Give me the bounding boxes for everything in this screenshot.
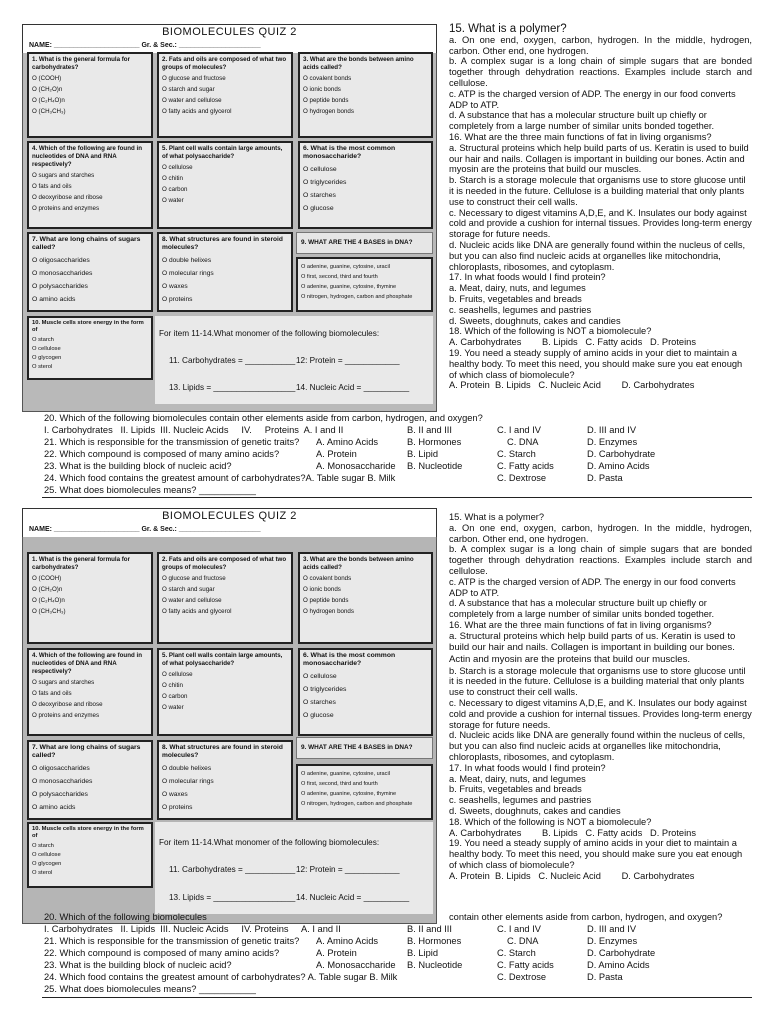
- question-23: 23. What is the building block of nucleic acid? A. Monosaccharide B. Nucleotide C. Fatty acids D. Amino Acids: [44, 461, 650, 471]
- question-9-header: [296, 737, 433, 759]
- monomer-section: [155, 316, 433, 404]
- question-text: 3. What are the bonds between amino acids called?: [303, 56, 414, 71]
- question-text: 4. Which of the following are found in nucleotides of DNA and RNA respectively?: [32, 652, 142, 675]
- answer-16d: d. Nucleic acids like DNA are generally found within the nucleus of cells, but you can also find nucleic acids at organelles like mitochondria, chloroplasts, ribosomes, and cytoplasm.: [449, 730, 746, 762]
- question-box-1: [27, 52, 153, 138]
- quiz-title: BIOMOLECULES QUIZ 2: [162, 26, 297, 38]
- option[interactable]: O glucose and fructose: [162, 75, 226, 82]
- question-text: 6. What is the most common monosaccharide?: [303, 652, 396, 667]
- answer-15a: a. On one end, oxygen, carbon, hydrogen. In the middle, hydrogen, carbon. Other end, one hydrogen.: [449, 522, 752, 544]
- question-text: 5. Plant cell walls contain large amounts, of what polysaccharide?: [162, 652, 283, 667]
- question-box-3: [298, 52, 433, 138]
- option[interactable]: O molecular rings: [162, 778, 214, 785]
- answers-18: A. Carbohydrates B. Lipids C. Fatty acids D. Proteins: [449, 827, 696, 838]
- answer-17c: c. seashells, legumes and pastries: [449, 304, 592, 315]
- question-box-8: [157, 232, 293, 312]
- option[interactable]: O starch and sugar: [162, 586, 215, 593]
- option[interactable]: O cellulose: [162, 164, 193, 171]
- question-21: 21. Which is responsible for the transmission of genetic traits? A. Amino Acids B. Hormones C. DNA D. Enzymes: [44, 936, 638, 946]
- bottom-questions: [44, 911, 754, 995]
- answer-17b: b. Fruits, vegetables and breads: [449, 784, 582, 795]
- question-18: 18. Which of the following is NOT a biomolecule?: [449, 816, 652, 827]
- question-box-3: [298, 552, 433, 644]
- option[interactable]: O carbon: [162, 186, 188, 193]
- answer-17c: c. seashells, legumes and pastries: [449, 795, 592, 806]
- option[interactable]: O fats and oils: [32, 183, 72, 190]
- protein-answer[interactable]: 12: Protein = ____________: [296, 356, 400, 365]
- quiz-title: BIOMOLECULES QUIZ 2: [162, 510, 297, 522]
- question-text: 4. Which of the following are found in nucleotides of DNA and RNA respectively?: [32, 145, 142, 168]
- option[interactable]: O starches: [303, 699, 336, 706]
- option[interactable]: O proteins and enzymes: [32, 205, 100, 212]
- question-25: 25. What does biomolecules means? ___________: [44, 984, 256, 994]
- option[interactable]: O peptide bonds: [303, 597, 349, 604]
- option[interactable]: O cellulose: [32, 346, 61, 352]
- answer-15c: c. ATP is the charged version of ADP. The energy in our food converts ADP to ATP.: [449, 88, 736, 110]
- option[interactable]: O first, second, third and fourth: [301, 781, 378, 787]
- right-column: [449, 24, 752, 391]
- option[interactable]: O first, second, third and fourth: [301, 274, 378, 280]
- option[interactable]: O waxes: [162, 283, 188, 290]
- question-17: 17. In what foods would I find protein?: [449, 762, 606, 773]
- question-19: 19. You need a steady supply of amino acids in your diet to maintain a healthy body. To meet this need, you should make sure you eat enough of which class of biomolecule?: [449, 838, 743, 870]
- question-box-7: [27, 232, 153, 312]
- question-text: 9. WHAT ARE THE 4 BASES in DNA?: [301, 744, 413, 751]
- option[interactable]: O ionic bonds: [303, 586, 341, 593]
- question-text: 1. What is the general formula for carbohydrates?: [32, 556, 130, 571]
- question-box-6: [298, 141, 433, 229]
- carbohydrates-answer[interactable]: 11. Carbohydrates = ___________: [169, 865, 296, 874]
- option[interactable]: O fatty acids and glycerol: [162, 108, 232, 115]
- question-17: 17. In what foods would I find protein?: [449, 272, 606, 283]
- question-text: 9. WHAT ARE THE 4 BASES in DNA?: [301, 239, 413, 246]
- protein-answer[interactable]: 12: Protein = ____________: [296, 865, 400, 874]
- option[interactable]: O adenine, guanine, cytosine, uracil: [301, 771, 390, 777]
- question-9-header: [296, 232, 433, 254]
- option[interactable]: O adenine, guanine, cytosine, thymine: [301, 284, 397, 290]
- monomer-section: [155, 822, 433, 914]
- question-box-4: [27, 141, 153, 229]
- option[interactable]: O (COOH): [32, 575, 62, 582]
- option[interactable]: O deoxyribose and ribose: [32, 194, 103, 201]
- answer-15d: d. A substance that has a molecular structure built up chiefly or completely from a large number of similar units bonded together.: [449, 110, 715, 132]
- answer-17d: d. Sweets, doughnuts, cakes and candies: [449, 805, 621, 816]
- question-box-2: [157, 552, 293, 644]
- carbohydrates-answer[interactable]: 11. Carbohydrates = ___________: [169, 356, 296, 365]
- question-box-10: [27, 822, 153, 888]
- option[interactable]: O water: [162, 704, 184, 711]
- option[interactable]: O water and cellulose: [162, 97, 222, 104]
- right-column: [449, 512, 752, 881]
- option[interactable]: O nitrogen, hydrogen, carbon and phosphate: [301, 294, 413, 300]
- option[interactable]: O monosaccharides: [32, 778, 93, 785]
- answer-17a: a. Meat, dairy, nuts, and legumes: [449, 773, 586, 784]
- option[interactable]: O cellulose: [303, 166, 337, 173]
- question-15: 15. What is a polymer?: [449, 512, 545, 522]
- option[interactable]: O (CH₂O)n: [32, 86, 63, 93]
- option[interactable]: O starch and sugar: [162, 86, 215, 93]
- option[interactable]: O carbon: [162, 693, 188, 700]
- question-box-2: [157, 52, 293, 138]
- option[interactable]: O (CH₃CH₃): [32, 608, 66, 615]
- option[interactable]: O chitin: [162, 682, 183, 689]
- question-19: 19. You need a steady supply of amino acids in your diet to maintain a healthy body. To meet this need, you should make sure you eat enough of which class of biomolecule?: [449, 347, 743, 380]
- question-box-9: [296, 257, 433, 312]
- name-row: NAME: ______________________ Gr. & Sec.: _____________________: [29, 526, 261, 533]
- option[interactable]: O polysaccharides: [32, 791, 88, 798]
- option[interactable]: O oligosaccharides: [32, 765, 90, 772]
- question-box-7: [27, 740, 153, 820]
- question-20: 20. Which of the following biomolecules contain other elements aside from carbon, hydrogen, and oxygen?: [44, 912, 723, 922]
- answer-15d: d. A substance that has a molecular structure built up chiefly or completely from a large number of similar units bonded together.: [449, 598, 715, 620]
- question-box-1: [27, 552, 153, 644]
- option[interactable]: O amino acids: [32, 804, 76, 811]
- option[interactable]: O triglycerides: [303, 686, 347, 693]
- question-text: 2. Fats and oils are composed of what two groups of molecules?: [162, 556, 287, 571]
- option[interactable]: O amino acids: [32, 296, 76, 303]
- quiz-header: [22, 508, 437, 537]
- answer-16a: a. Structural proteins which help build parts of us. Keratin is used to build our hair and nails. Collagen is important in building our bones. Actin and myosin are the proteins that build our muscles.: [449, 142, 749, 175]
- option[interactable]: O monosaccharides: [32, 270, 93, 277]
- divider: [42, 997, 752, 998]
- answer-16d: d. Nucleic acids like DNA are generally found within the nucleus of cells, but you can also find nucleic acids at organelles like mitochondria, chloroplasts, ribosomes, and cytoplasm.: [449, 239, 746, 272]
- option[interactable]: O chitin: [162, 175, 183, 182]
- option[interactable]: O waxes: [162, 791, 188, 798]
- question-box-6: [298, 648, 433, 736]
- answer-15b: b. A complex sugar is a long chain of simple sugars that are bonded together through dehydration reactions. Examples include starch and cellulose.: [449, 544, 752, 576]
- question-box-4: [27, 648, 153, 736]
- option[interactable]: O polysaccharides: [32, 283, 88, 290]
- question-text: 10. Muscle cells store energy in the form of: [32, 320, 144, 333]
- quiz-copy-top: [0, 0, 768, 508]
- question-18: 18. Which of the following is NOT a biomolecule?: [449, 326, 652, 337]
- option[interactable]: O cellulose: [303, 673, 337, 680]
- question-box-9: [296, 764, 433, 820]
- monomer-question: For item 11-14.What monomer of the following biomolecules:: [159, 838, 380, 847]
- option[interactable]: O adenine, guanine, cytosine, thymine: [301, 791, 397, 797]
- option[interactable]: O sterol: [32, 870, 53, 876]
- option[interactable]: O triglycerides: [303, 179, 347, 186]
- option[interactable]: O glycogen: [32, 861, 62, 867]
- option[interactable]: O cellulose: [32, 852, 61, 858]
- question-23: 23. What is the building block of nucleic acid? A. Monosaccharide B. Nucleotide C. Fatty acids D. Amino Acids: [44, 960, 650, 970]
- answer-15c: c. ATP is the charged version of ADP. The energy in our food converts ADP to ATP.: [449, 576, 736, 598]
- lipids-answer[interactable]: 13. Lipids = __________________: [169, 893, 296, 902]
- option[interactable]: O covalent bonds: [303, 575, 352, 582]
- answer-16b: b. Starch is a storage molecule that organisms use to store glucose until it is needed in the future. Cellulose is a building material that only plants use to construct their cell walls.: [449, 665, 746, 698]
- quiz-header: [22, 24, 437, 53]
- option[interactable]: O hydrogen bonds: [303, 608, 354, 615]
- nucleic-acid-answer[interactable]: 14. Nucleic Acid = __________: [296, 383, 410, 392]
- question-text: 2. Fats and oils are composed of what two groups of molecules?: [162, 56, 287, 71]
- answer-16c: c. Necessary to digest vitamins A,D,E, and K. Insulates our body against cold and provide a cushion for internal tissues. Provides long-term energy storage for future needs.: [449, 207, 752, 240]
- question-text: 8. What structures are found in steroid molecules?: [162, 744, 283, 759]
- option[interactable]: O (CH₃CH₃): [32, 108, 66, 115]
- option[interactable]: O hydrogen bonds: [303, 108, 354, 115]
- option[interactable]: O sugars and starches: [32, 172, 95, 179]
- option[interactable]: O proteins: [162, 804, 193, 811]
- question-box-10: [27, 316, 153, 380]
- option[interactable]: O double helixes: [162, 257, 212, 264]
- question-box-5: [157, 648, 293, 736]
- question-text: 7. What are long chains of sugars called?: [32, 744, 141, 759]
- question-text: 7. What are long chains of sugars called?: [32, 236, 141, 251]
- answer-16c: c. Necessary to digest vitamins A,D,E, and K. Insulates our body against cold and provide a cushion for internal tissues. Provides long-term energy storage for future needs.: [449, 697, 752, 730]
- option[interactable]: O glucose and fructose: [162, 575, 226, 582]
- question-text: 1. What is the general formula for carbohydrates?: [32, 56, 130, 71]
- question-text: 6. What is the most common monosaccharide?: [303, 145, 396, 160]
- option[interactable]: O starches: [303, 192, 336, 199]
- option[interactable]: O glucose: [303, 712, 334, 719]
- answer-15a: a. On one end, oxygen, carbon, hydrogen. In the middle, hydrogen, carbon. Other end, one hydrogen.: [449, 34, 752, 56]
- option[interactable]: O starch: [32, 843, 54, 849]
- option[interactable]: O cellulose: [162, 671, 193, 678]
- option[interactable]: O (C₂H₄O)n: [32, 597, 65, 604]
- question-box-8: [157, 740, 293, 820]
- option[interactable]: O water: [162, 197, 184, 204]
- lipids-answer[interactable]: 13. Lipids = __________________: [169, 383, 296, 392]
- divider: [42, 497, 752, 498]
- option[interactable]: O ionic bonds: [303, 86, 341, 93]
- question-20-options: I. Carbohydrates II. Lipids III. Nucleic Acids IV. Proteins A. I and II B. II and III C. I and IV D. III and IV: [44, 425, 637, 435]
- monomer-question: For item 11-14.What monomer of the following biomolecules:: [159, 329, 380, 338]
- question-16: 16. What are the three main functions of fat in living organisms?: [449, 619, 712, 630]
- question-22: 22. Which compound is composed of many amino acids? A. Protein B. Lipid C. Starch D. Carbohydrate: [44, 449, 656, 459]
- option[interactable]: O sterol: [32, 364, 53, 370]
- option[interactable]: O starch: [32, 337, 54, 343]
- answer-16a: a. Structural proteins which help build parts of us. Keratin is used to build our hair and nails. Collagen is important in building our bones. Actin and myosin are the proteins that build our muscles.: [449, 630, 736, 665]
- option[interactable]: O glycogen: [32, 355, 62, 361]
- option[interactable]: O covalent bonds: [303, 75, 352, 82]
- question-24: 24. Which food contains the greatest amount of carbohydrates?A. Table sugar B. Milk C. Dextrose D. Pasta: [44, 473, 623, 483]
- question-22: 22. Which compound is composed of many amino acids? A. Protein B. Lipid C. Starch D. Carbohydrate: [44, 948, 656, 958]
- quiz-copy-bottom: [0, 508, 768, 1024]
- question-24: 24. Which food contains the greatest amount of carbohydrates? A. Table sugar B. Milk C. Dextrose D. Pasta: [44, 972, 623, 982]
- answers-18: A. Carbohydrates B. Lipids C. Fatty acids D. Proteins: [449, 337, 696, 348]
- answer-17a: a. Meat, dairy, nuts, and legumes: [449, 283, 586, 294]
- option[interactable]: O (COOH): [32, 75, 62, 82]
- option[interactable]: O proteins and enzymes: [32, 712, 100, 719]
- question-box-5: [157, 141, 293, 229]
- answers-19: A. Protein B. Lipids C. Nucleic Acid D. Carbohydrates: [449, 870, 695, 881]
- question-text: 8. What structures are found in steroid molecules?: [162, 236, 283, 251]
- option[interactable]: O fatty acids and glycerol: [162, 608, 232, 615]
- option[interactable]: O molecular rings: [162, 270, 214, 277]
- option[interactable]: O nitrogen, hydrogen, carbon and phosphate: [301, 801, 413, 807]
- answer-17d: d. Sweets, doughnuts, cakes and candies: [449, 315, 621, 326]
- question-20: 20. Which of the following biomolecules contain other elements aside from carbon, hydrogen, and oxygen?: [44, 413, 483, 423]
- option[interactable]: O (C₂H₄O)n: [32, 97, 65, 104]
- question-21: 21. Which is responsible for the transmission of genetic traits? A. Amino Acids B. Hormones C. DNA D. Enzymes: [44, 437, 638, 447]
- question-text: 5. Plant cell walls contain large amounts, of what polysaccharide?: [162, 145, 283, 160]
- option[interactable]: O sugars and starches: [32, 679, 95, 686]
- option[interactable]: O (CH₂O)n: [32, 586, 63, 593]
- answer-15b: b. A complex sugar is a long chain of simple sugars that are bonded together through dehydration reactions. Examples include starch and cellulose.: [449, 56, 752, 88]
- option[interactable]: O double helixes: [162, 765, 212, 772]
- answer-17b: b. Fruits, vegetables and breads: [449, 293, 582, 304]
- answers-19: A. Protein B. Lipids C. Nucleic Acid D. Carbohydrates: [449, 380, 695, 391]
- question-text: 10. Muscle cells store energy in the form of: [32, 826, 144, 839]
- question-15: 15. What is a polymer?: [449, 23, 567, 35]
- question-25: 25. What does biomolecules means? ___________: [44, 485, 256, 495]
- answer-16b: b. Starch is a storage molecule that organisms use to store glucose until it is needed in the future. Cellulose is a building material that only plants use to construct their cell walls.: [449, 175, 746, 207]
- bottom-questions: [44, 412, 754, 496]
- option[interactable]: O adenine, guanine, cytosine, uracil: [301, 264, 390, 270]
- question-20-options: I. Carbohydrates II. Lipids III. Nucleic Acids IV. Proteins A. I and II B. II and III C. I and IV D. III and IV: [44, 924, 637, 934]
- nucleic-acid-answer[interactable]: 14. Nucleic Acid = __________: [296, 893, 410, 902]
- option[interactable]: O water and cellulose: [162, 597, 222, 604]
- option[interactable]: O deoxyribose and ribose: [32, 701, 103, 708]
- option[interactable]: O oligosaccharides: [32, 257, 90, 264]
- option[interactable]: O glucose: [303, 205, 334, 212]
- name-row: NAME: ______________________ Gr. & Sec.: _____________________: [29, 42, 261, 49]
- option[interactable]: O proteins: [162, 296, 193, 303]
- option[interactable]: O fats and oils: [32, 690, 72, 697]
- question-text: 3. What are the bonds between amino acids called?: [303, 556, 414, 571]
- option[interactable]: O peptide bonds: [303, 97, 349, 104]
- question-16: 16. What are the three main functions of fat in living organisms?: [449, 131, 712, 142]
